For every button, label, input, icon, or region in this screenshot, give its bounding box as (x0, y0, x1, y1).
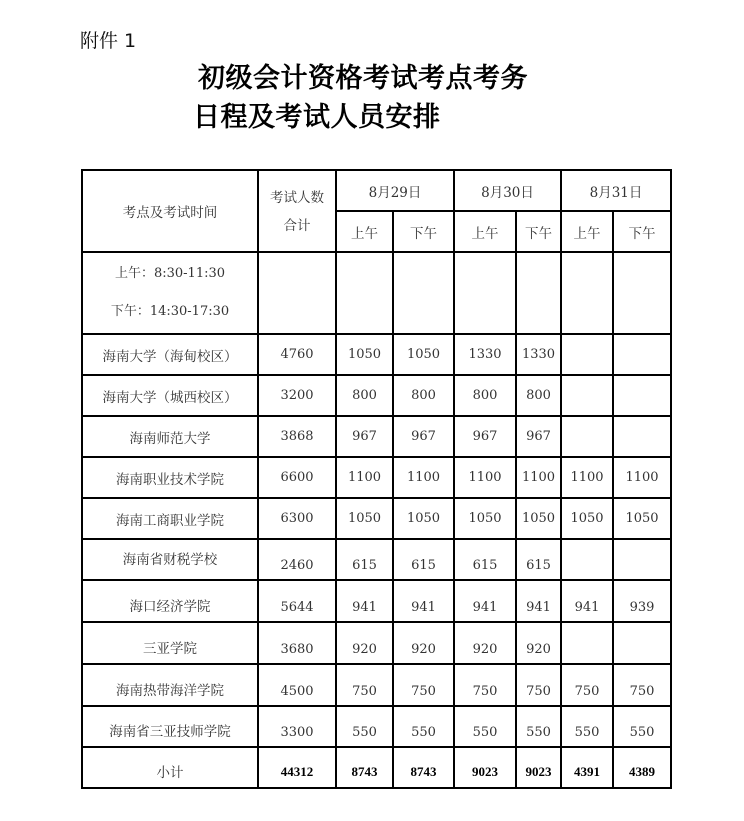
table-row (82, 664, 671, 706)
header-session: 下午 (393, 211, 454, 252)
table-row (82, 457, 671, 498)
count-d30-am: 1330 (454, 334, 516, 375)
header-total-line2: 合计 (283, 218, 311, 234)
site-name: 海南省三亚技师学院 (82, 706, 258, 747)
subtotal-total: 44312 (258, 747, 336, 788)
count-d29-pm: 750 (393, 664, 454, 706)
subtotal-d29-pm: 8743 (393, 747, 454, 788)
count-d31-am (561, 334, 613, 375)
site-total: 6600 (258, 457, 336, 498)
count-d29-pm: 1050 (393, 498, 454, 539)
count-d31-pm: 550 (613, 706, 671, 747)
site-name: 海南师范大学 (82, 416, 258, 457)
subtotal-label: 小计 (82, 747, 258, 788)
site-total: 6300 (258, 498, 336, 539)
count-d30-am: 941 (454, 580, 516, 622)
site-name: 海南大学（海甸校区） (82, 334, 258, 375)
site-total: 3200 (258, 375, 336, 416)
subtotal-d29-am: 8743 (336, 747, 393, 788)
site-name: 海南热带海洋学院 (82, 664, 258, 706)
exam-time-morning: 上午：8:30-11:30 (114, 266, 226, 281)
site-name: 三亚学院 (82, 622, 258, 664)
count-d29-am: 1100 (336, 457, 393, 498)
count-d29-am: 615 (336, 539, 393, 580)
count-d30-am: 800 (454, 375, 516, 416)
site-name: 海南省财税学校 (82, 539, 258, 580)
header-date-31: 8月31日 (561, 170, 671, 211)
exam-schedule-table (81, 169, 672, 789)
count-d31-pm (613, 539, 671, 580)
count-d30-pm: 550 (516, 706, 561, 747)
table-row (82, 622, 671, 664)
count-d31-pm: 939 (613, 580, 671, 622)
count-d31-am (561, 539, 613, 580)
count-d30-pm: 967 (516, 416, 561, 457)
site-total: 3868 (258, 416, 336, 457)
header-date-30: 8月30日 (454, 170, 561, 211)
count-d29-pm: 1050 (393, 334, 454, 375)
count-d29-am: 550 (336, 706, 393, 747)
header-row-dates (82, 170, 671, 211)
count-d29-am: 967 (336, 416, 393, 457)
count-d30-am: 967 (454, 416, 516, 457)
subtotal-d31-pm: 4389 (613, 747, 671, 788)
site-name: 海口经济学院 (82, 580, 258, 622)
header-session: 上午 (454, 211, 516, 252)
page-title-line2: 日程及考试人员安排 (193, 102, 441, 133)
count-d31-pm (613, 416, 671, 457)
site-total: 3300 (258, 706, 336, 747)
count-d30-am: 550 (454, 706, 516, 747)
count-d30-pm: 800 (516, 375, 561, 416)
count-d31-am: 550 (561, 706, 613, 747)
count-d30-am: 615 (454, 539, 516, 580)
site-total: 5644 (258, 580, 336, 622)
count-d29-am: 800 (336, 375, 393, 416)
header-session: 下午 (613, 211, 671, 252)
count-d31-am (561, 375, 613, 416)
count-d30-am: 750 (454, 664, 516, 706)
count-d31-pm: 750 (613, 664, 671, 706)
count-d31-pm (613, 375, 671, 416)
count-d30-pm: 1330 (516, 334, 561, 375)
table-row (82, 498, 671, 539)
count-d30-am: 1050 (454, 498, 516, 539)
table-row (82, 539, 671, 580)
exam-times-cell (82, 252, 258, 334)
count-d29-am: 750 (336, 664, 393, 706)
header-session: 下午 (516, 211, 561, 252)
header-total-line1: 考试人数 (270, 190, 324, 206)
count-d29-pm: 550 (393, 706, 454, 747)
site-name: 海南大学（城西校区） (82, 375, 258, 416)
table-row (82, 375, 671, 416)
table-row (82, 706, 671, 747)
count-d31-am: 941 (561, 580, 613, 622)
count-d29-pm: 920 (393, 622, 454, 664)
count-d30-pm: 750 (516, 664, 561, 706)
count-d29-am: 1050 (336, 334, 393, 375)
page-title-line1: 初级会计资格考试考点考务 (198, 63, 528, 94)
table-row (82, 334, 671, 375)
count-d31-pm: 1050 (613, 498, 671, 539)
subtotal-row (82, 747, 671, 788)
count-d31-pm: 1100 (613, 457, 671, 498)
count-d29-am: 941 (336, 580, 393, 622)
count-d29-pm: 941 (393, 580, 454, 622)
count-d30-pm: 1050 (516, 498, 561, 539)
site-total: 4500 (258, 664, 336, 706)
header-total (258, 170, 336, 252)
table-row (82, 416, 671, 457)
subtotal-d30-pm: 9023 (516, 747, 561, 788)
count-d30-pm: 615 (516, 539, 561, 580)
subtotal-d30-am: 9023 (454, 747, 516, 788)
site-total: 2460 (258, 539, 336, 580)
subtotal-d31-am: 4391 (561, 747, 613, 788)
count-d30-pm: 1100 (516, 457, 561, 498)
count-d29-pm: 800 (393, 375, 454, 416)
header-session: 上午 (336, 211, 393, 252)
count-d29-am: 920 (336, 622, 393, 664)
count-d31-pm (613, 622, 671, 664)
count-d30-pm: 920 (516, 622, 561, 664)
site-total: 4760 (258, 334, 336, 375)
site-total: 3680 (258, 622, 336, 664)
attachment-label: 附件 1 (80, 30, 137, 52)
count-d31-am: 1050 (561, 498, 613, 539)
count-d29-pm: 967 (393, 416, 454, 457)
table-row (82, 580, 671, 622)
header-session: 上午 (561, 211, 613, 252)
count-d30-am: 920 (454, 622, 516, 664)
count-d31-am (561, 622, 613, 664)
count-d30-pm: 941 (516, 580, 561, 622)
count-d31-am (561, 416, 613, 457)
count-d31-am: 750 (561, 664, 613, 706)
exam-times-row (82, 252, 671, 334)
count-d29-am: 1050 (336, 498, 393, 539)
site-name: 海南工商职业学院 (82, 498, 258, 539)
count-d29-pm: 615 (393, 539, 454, 580)
header-site: 考点及考试时间 (82, 170, 258, 252)
count-d31-pm (613, 334, 671, 375)
count-d31-am: 1100 (561, 457, 613, 498)
site-name: 海南职业技术学院 (82, 457, 258, 498)
count-d30-am: 1100 (454, 457, 516, 498)
header-date-29: 8月29日 (336, 170, 454, 211)
count-d29-pm: 1100 (393, 457, 454, 498)
exam-time-afternoon: 下午：14:30-17:30 (110, 304, 230, 319)
